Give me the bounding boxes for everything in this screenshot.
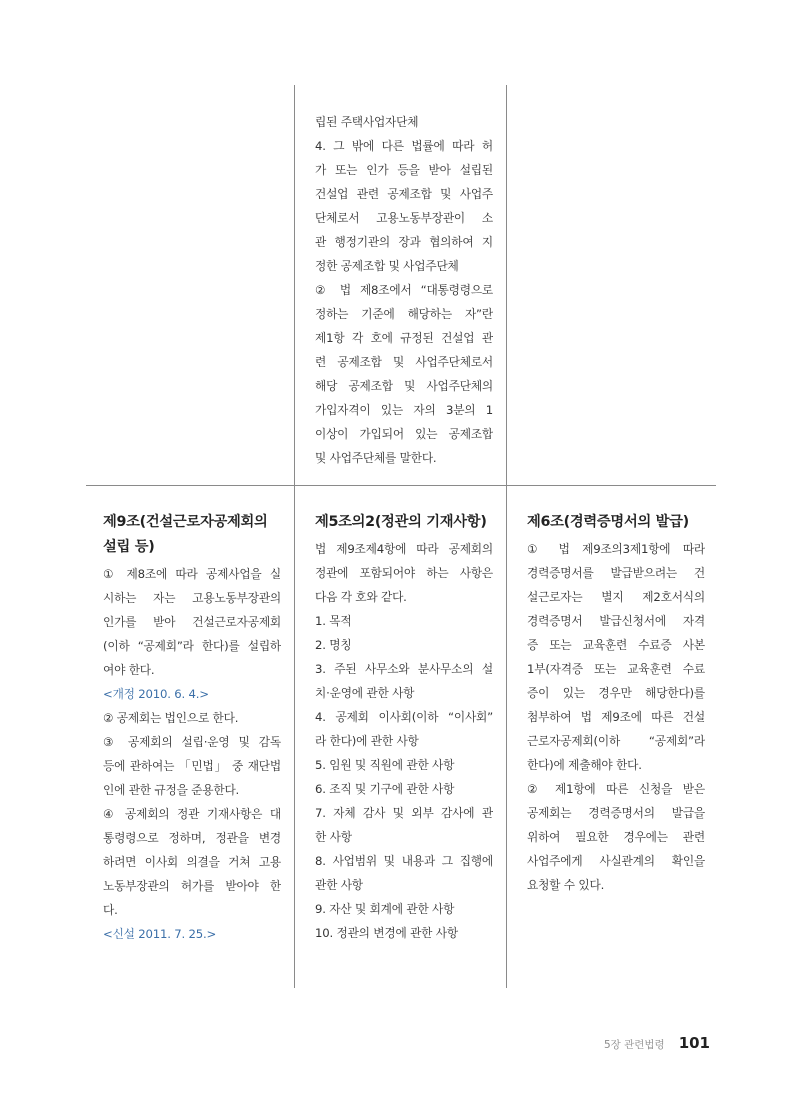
text-line: 6. 조직 및 기구에 관한 사항: [315, 782, 455, 796]
text-line: 건설업 관련 공제조합 및 사업주: [315, 187, 493, 201]
text-line: 4. 공제회 이사회(이하 “이사회”: [315, 710, 493, 724]
middle-article-column: [315, 510, 493, 945]
text-line: 요청할 수 있다.: [527, 878, 605, 892]
text-line: ① 제8조에 따라 공제사업을 실: [103, 567, 281, 581]
text-line: 사업주에게 사실관계의 확인을: [527, 854, 705, 868]
text-line: 이상이 가입되어 있는 공제조합: [315, 427, 493, 441]
text-line: 4. 그 밖에 다른 법률에 따라 허: [315, 139, 493, 153]
text-line: 관한 사항: [315, 878, 363, 892]
text-line: 라 한다)에 관한 사항: [315, 734, 419, 748]
text-line: 증 또는 교육훈련 수료증 사본: [527, 638, 705, 652]
text-line: 및 사업주단체를 말한다.: [315, 451, 437, 465]
text-line: 5. 임원 및 직원에 관한 사항: [315, 758, 455, 772]
text-line: 인가를 받아 건설근로자공제회: [103, 615, 281, 629]
text-line: 정하는 기준에 해당하는 자”란: [315, 307, 493, 321]
text-line: 한 사항: [315, 830, 352, 844]
text-line: 1부(자격증 또는 교육훈련 수료: [527, 662, 705, 676]
text-line: 립된 주택사업자단체: [315, 115, 419, 129]
text-line: 정한 공제조합 및 사업주단체: [315, 259, 459, 273]
text-line: 경력증명서 발급신청서에 자격: [527, 614, 705, 628]
text-line: 해당 공제조합 및 사업주단체의: [315, 379, 493, 393]
text-line: ② 공제회는 법인으로 한다.: [103, 711, 239, 725]
text-line: 등에 관하여는 「민법」 중 재단법: [103, 759, 281, 773]
text-line: ② 제1항에 따른 신청을 받은: [527, 782, 705, 796]
text-line: 여야 한다.: [103, 663, 155, 677]
column-divider-left: [294, 85, 295, 988]
text-line: 법 제9조제4항에 따라 공제회의: [315, 542, 493, 556]
text-line: 증이 있는 경우만 해당한다)를: [527, 686, 705, 700]
text-line: 7. 자체 감사 및 외부 감사에 관: [315, 806, 493, 820]
text-line: 3. 주된 사무소와 분사무소의 설: [315, 662, 493, 676]
text-line: ④ 공제회의 정관 기재사항은 대: [103, 807, 281, 821]
text-line: 하려면 이사회 의결을 거쳐 고용: [103, 855, 281, 869]
amendment-note: <신설 2011. 7. 25.>: [103, 927, 217, 941]
article-title: 설립 등): [103, 539, 155, 555]
text-line: 경력증명서를 발급받으려는 건: [527, 566, 705, 580]
text-line: 2. 명칭: [315, 638, 352, 652]
page-footer: [604, 1031, 710, 1055]
text-line: 치·운영에 관한 사항: [315, 686, 415, 700]
text-line: 단체로서 고용노동부장관이 소: [315, 211, 493, 225]
amendment-note: <개정 2010. 6. 4.>: [103, 687, 209, 701]
text-line: 설근로자는 별지 제2호서식의: [527, 590, 705, 604]
text-line: 위하여 필요한 경우에는 관련: [527, 830, 705, 844]
top-middle-cell: [315, 110, 493, 470]
column-divider-right: [506, 85, 507, 988]
text-line: (이하 “공제회”라 한다)를 설립하: [103, 639, 281, 653]
text-line: 9. 자산 및 회계에 관한 사항: [315, 902, 455, 916]
text-line: 첨부하여 법 제9조에 따른 건설: [527, 710, 705, 724]
page-number: 101: [678, 1034, 710, 1052]
text-line: 가입자격이 있는 자의 3분의 1: [315, 403, 493, 417]
text-line: 근로자공제회(이하 “공제회”라: [527, 734, 705, 748]
text-line: 다.: [103, 903, 118, 917]
text-line: 10. 정관의 변경에 관한 사항: [315, 926, 458, 940]
text-line: 한다)에 제출해야 한다.: [527, 758, 642, 772]
text-line: 가 또는 인가 등을 받아 설립된: [315, 163, 493, 177]
text-line: 시하는 자는 고용노동부장관의: [103, 591, 281, 605]
text-line: 제1항 각 호에 규정된 건설업 관: [315, 331, 493, 345]
article-title: 제9조(건설근로자공제회의: [103, 514, 268, 530]
row-divider: [86, 485, 716, 486]
text-line: 8. 사업범위 및 내용과 그 집행에: [315, 854, 493, 868]
text-line: 인에 관한 규정을 준용한다.: [103, 783, 240, 797]
text-line: 노동부장관의 허가를 받아야 한: [103, 879, 281, 893]
chapter-label: 5장 관련법령: [603, 1039, 665, 1051]
article-title: 제6조(경력증명서의 발급): [527, 514, 689, 530]
text-line: 다음 각 호와 같다.: [315, 590, 407, 604]
text-line: ② 법 제8조에서 “대통령령으로: [315, 283, 493, 297]
left-article-column: [103, 510, 281, 946]
text-line: 통령령으로 정하며, 정관을 변경: [103, 831, 281, 845]
text-line: 공제회는 경력증명서의 발급을: [527, 806, 705, 820]
text-line: 관 행정기관의 장과 협의하여 지: [315, 235, 493, 249]
article-title: 제5조의2(정관의 기재사항): [315, 514, 487, 530]
right-article-column: [527, 510, 705, 897]
text-line: ③ 공제회의 설립·운영 및 감독: [103, 735, 281, 749]
text-line: ① 법 제9조의3제1항에 따라: [527, 542, 705, 556]
text-line: 정관에 포함되어야 하는 사항은: [315, 566, 493, 580]
text-line: 1. 목적: [315, 614, 352, 628]
text-line: 련 공제조합 및 사업주단체로서: [315, 355, 493, 369]
